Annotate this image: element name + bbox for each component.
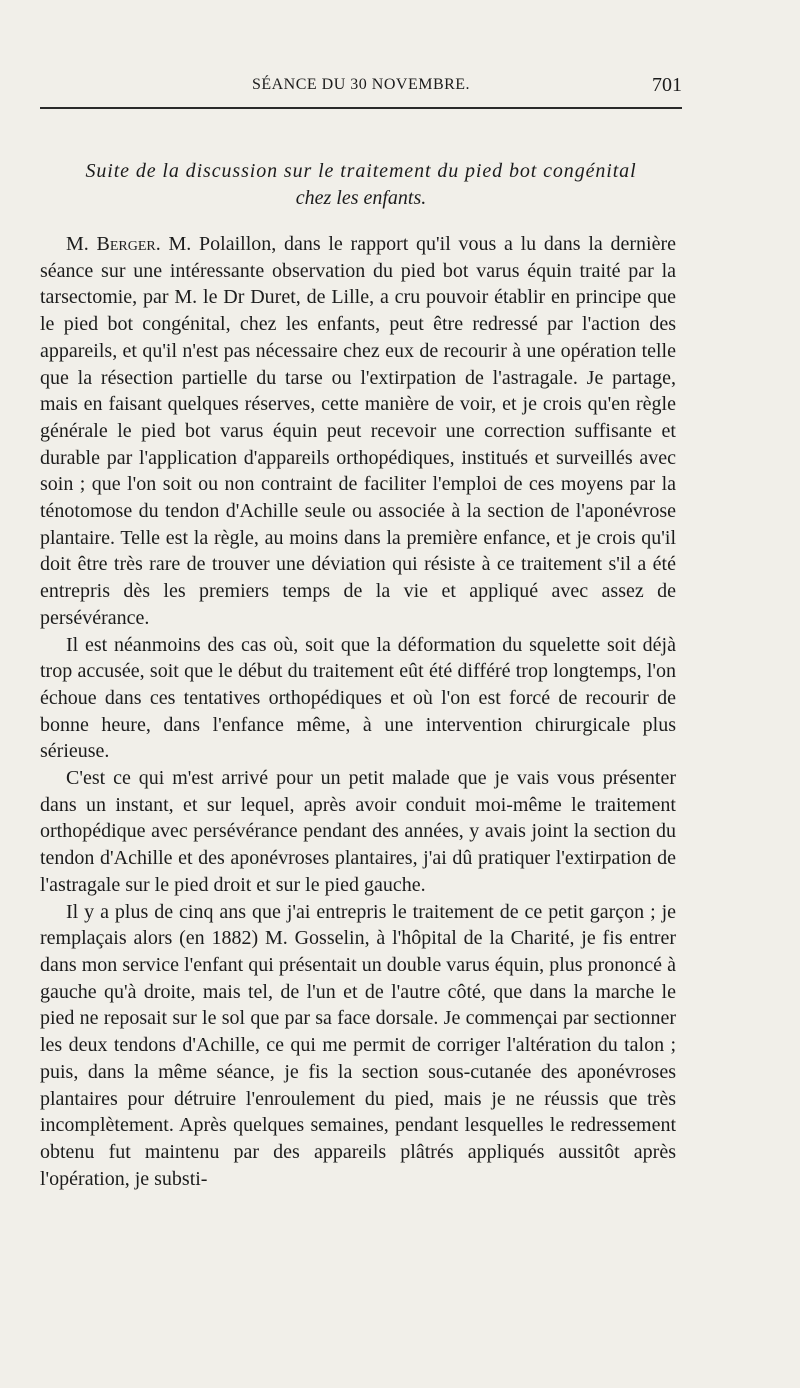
section-title-line-2: chez les enfants.	[295, 187, 427, 209]
paragraph	[40, 231, 676, 632]
paragraph-text: M. Polaillon, dans le rapport qu'il vous a lu dans la dernière séance sur une intéressante observation du pied bot varus équin traité par la tarsectomie, par M. le Dr Duret, de Lille, a cru pouvoir établir en principe que le pied bot congénital, chez les enfants, peut être redressé par l'action des appareils, et qu'il n'est pas nécessaire chez eux de recourir à une opération telle que la résection partielle du tarse ou l'extirpation de l'astragale. Je partage, mais en faisant quelques réserves, cette manière de voir, et je crois qu'en règle générale le pied bot varus équin peut recevoir une correction suffisante et durable par l'application d'appareils orthopédiques, institués et surveillés avec soin ; que l'on soit ou non contraint de faciliter l'emploi de ces moyens par la ténotomose du tendon d'Achille seule ou associée à la section de l'aponévrose plantaire. Telle est la règle, au moins dans la première enfance, et je crois qu'il doit être très rare de trouver une déviation qui résiste à ce traitement s'il a été entrepris dès les premiers temps de la vie et appliqué avec assez de persévérance.	[40, 233, 676, 629]
running-header	[40, 76, 682, 100]
section-title	[40, 158, 682, 212]
section-title-line-1: Suite de la discussion sur le traitement du pied bot congénital	[85, 160, 637, 182]
running-title: SÉANCE DU 30 NOVEMBRE.	[251, 76, 471, 93]
paragraph	[40, 765, 676, 899]
paragraph-text: Il est néanmoins des cas où, soit que la déformation du squelette soit déjà trop accusée, soit que le début du traitement eût été différé trop longtemps, l'on échoue dans ces tentatives orthopédiques et où l'on est forcé de recourir de bonne heure, dans l'enfance même, à une intervention chirurgicale plus sérieuse.	[40, 633, 676, 763]
paragraph-text: Il y a plus de cinq ans que j'ai entrepris le traitement de ce petit garçon ; je remplaçais alors (en 1882) M. Gosselin, à l'hôpital de la Charité, je fis entrer dans mon service l'enfant qui présentait un double varus équin, plus prononcé à gauche qu'à droite, mais tel, de l'un et de l'autre côté, que dans la marche le pied ne reposait sur le sol que par sa face dorsale. Je commençai par sectionner les deux tendons d'Achille, ce qui me permit de corriger l'altération du talon ; puis, dans la même séance, je fis la section sous-cutanée des aponévroses plantaires pour détruire l'enroulement du pied, mais je ne réussis que très incomplètement. Après quelques semaines, pendant lesquelles le redressement obtenu fut maintenu par des appareils plâtrés appliqués aussitôt après l'opération, je substi-	[40, 900, 676, 1190]
header-rule	[40, 107, 682, 109]
paragraph	[40, 899, 676, 1193]
paragraph-text: C'est ce qui m'est arrivé pour un petit malade que je vais vous présenter dans un instant, et sur lequel, après avoir conduit moi-même le traitement orthopédique avec persévérance pendant des années, y avais joint la section du tendon d'Achille et des aponévroses plantaires, j'ai dû pratiquer l'extirpation de l'astragale sur le pied droit et sur le pied gauche.	[40, 767, 676, 896]
paragraph	[40, 632, 676, 766]
page-number: 701	[652, 74, 682, 96]
speaker-name: M. Berger.	[66, 233, 161, 255]
body-text	[40, 231, 676, 1192]
